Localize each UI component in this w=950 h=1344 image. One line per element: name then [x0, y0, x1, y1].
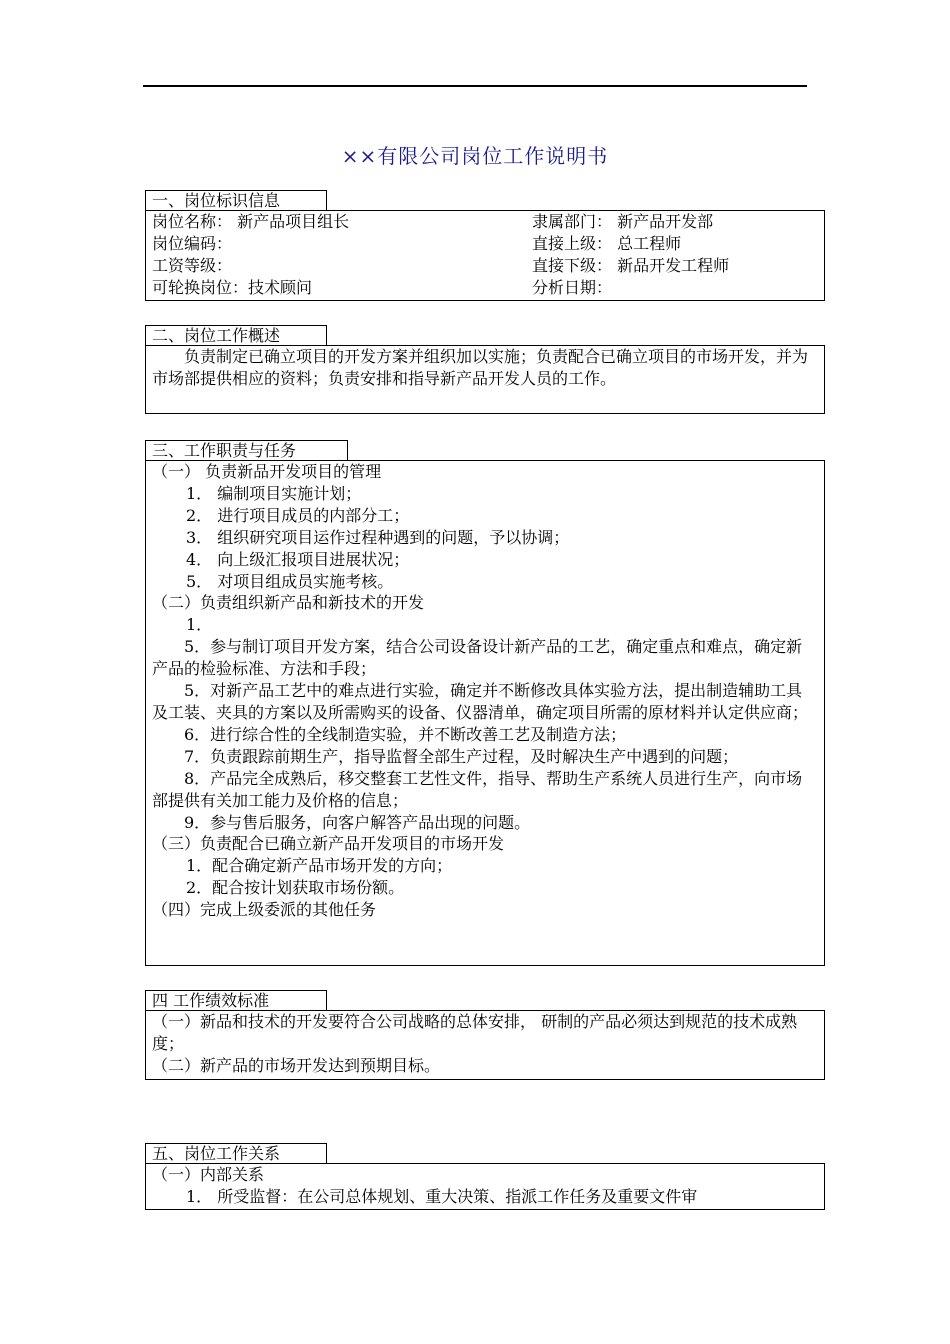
duty-item: 1．配合确定新产品市场开发的方向；	[186, 856, 453, 876]
section-2-box	[145, 345, 825, 414]
section-4-header: 四 工作绩效标准	[145, 990, 327, 1010]
info-row	[152, 255, 818, 277]
salary-grade: 工资等级：	[152, 256, 233, 275]
duty-paragraph: 5．参与制订项目开发方案，结合公司设备设计新产品的工艺，确定重点和难点，确定新产品的检验标准、方法和手段；	[152, 637, 803, 679]
relationship-heading: （一）内部关系	[152, 1165, 265, 1184]
direct-subordinate: 直接下级： 新品开发工程师	[532, 256, 730, 275]
info-row	[152, 277, 818, 299]
section-4-box	[145, 1010, 825, 1080]
direct-superior: 直接上级： 总工程师	[532, 234, 682, 253]
position-code: 岗位编码：	[152, 234, 233, 253]
section-1-header: 一、岗位标识信息	[145, 190, 327, 210]
duty-item: 2． 进行项目成员的内部分工；	[186, 505, 410, 525]
overview-text: 负责制定已确立项目的开发方案并组织加以实施；负责配合已确立项目的市场开发，并为市场部提供相应的资料；负责安排和指导新产品开发人员的工作。	[152, 347, 809, 388]
duty-item: 5． 对项目组成员实施考核。	[186, 571, 394, 591]
section-5-header: 五、岗位工作关系	[145, 1143, 327, 1163]
info-row	[152, 211, 818, 233]
header-rule	[143, 85, 807, 87]
rotatable-position: 可轮换岗位：技术顾问	[152, 278, 313, 297]
duty-paragraph: 9．参与售后服务，向客户解答产品出现的问题。	[184, 812, 531, 832]
duty-group-2: （二）负责组织新产品和新技术的开发	[152, 593, 425, 613]
performance-standard: （二）新产品的市场开发达到预期目标。	[152, 1056, 441, 1075]
relationship-item: 1． 所受监督：在公司总体规划、重大决策、指派工作任务及重要文件审	[186, 1187, 698, 1206]
info-row	[152, 233, 818, 255]
analysis-date: 分析日期：	[532, 278, 613, 297]
section-3-box	[145, 460, 825, 966]
section-3-header: 三、工作职责与任务	[145, 440, 348, 460]
duty-paragraph: 5．对新产品工艺中的难点进行实验，确定并不断修改具体实验方法，提出制造辅助工具及工装、夹具的方案以及所需购买的设备、仪器清单，确定项目所需的原材料并认定供应商；	[152, 681, 809, 722]
duty-paragraph: 7．负责跟踪前期生产，指导监督全部生产过程，及时解决生产中遇到的问题；	[184, 746, 739, 766]
department: 隶属部门： 新产品开发部	[532, 212, 714, 231]
duty-item: 4． 向上级汇报项目进展状况；	[186, 549, 410, 569]
duty-paragraph: 6．进行综合性的全线制造实验，并不断改善工艺及制造方法；	[184, 724, 627, 744]
performance-standard: （一）新品和技术的开发要符合公司战略的总体安排， 研制的产品必须达到规范的技术成熟度；	[152, 1012, 798, 1053]
document-title: ××有限公司岗位工作说明书	[341, 144, 609, 168]
section-1-box	[145, 210, 825, 301]
duty-paragraph: 8．产品完全成熟后，移交整套工艺性文件，指导、帮助生产系统人员进行生产，向市场部提供有关加工能力及价格的信息；	[152, 768, 803, 810]
section-2-header: 二、岗位工作概述	[145, 325, 327, 345]
duty-item: 1． 编制项目实施计划；	[186, 483, 362, 503]
duty-group-4: （四）完成上级委派的其他任务	[152, 900, 377, 920]
duty-item: 2．配合按计划获取市场份额。	[186, 878, 405, 898]
section-5-box	[145, 1163, 825, 1210]
duty-group-3: （三）负责配合已确立新产品开发项目的市场开发	[152, 834, 505, 854]
position-name: 岗位名称： 新产品项目组长	[152, 212, 350, 231]
duty-item: 3． 组织研究项目运作过程种遇到的问题，予以协调；	[186, 527, 570, 547]
duty-group-1: （一） 负责新品开发项目的管理	[152, 462, 382, 481]
duty-item: 1．	[186, 615, 213, 635]
